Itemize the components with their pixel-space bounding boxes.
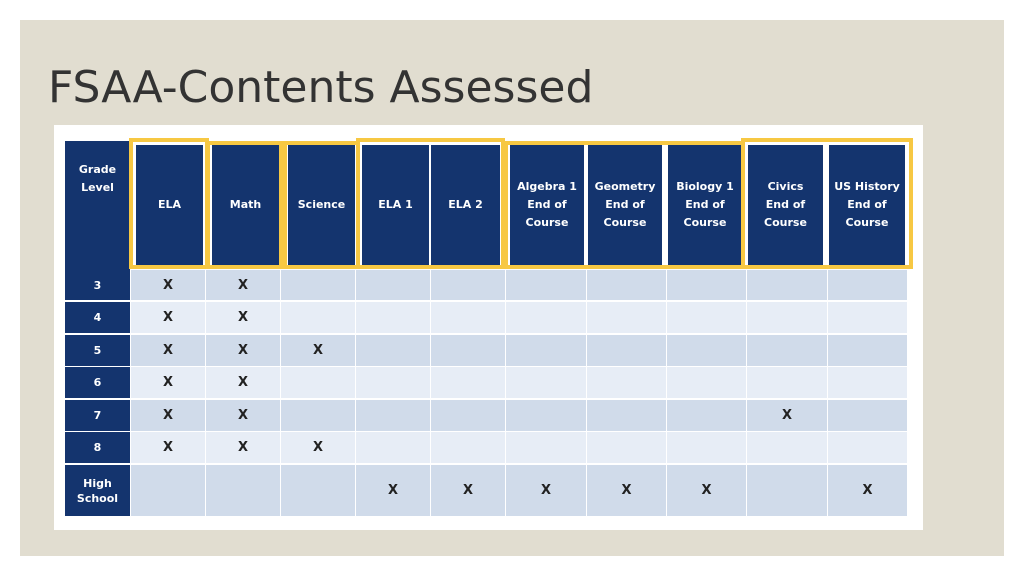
table-cell bbox=[506, 367, 586, 398]
table-cell bbox=[206, 465, 280, 516]
grade-label: 7 bbox=[65, 400, 130, 431]
table-cell bbox=[506, 432, 586, 463]
column-header: ELA bbox=[136, 145, 203, 265]
assessed-mark: X bbox=[206, 335, 280, 366]
table-cell bbox=[667, 270, 746, 300]
slide-title: FSAA-Contents Assessed bbox=[48, 62, 594, 113]
table-cell bbox=[131, 465, 205, 516]
column-header: Civics End of Course bbox=[748, 145, 823, 265]
column-header: Biology 1 End of Course bbox=[668, 145, 742, 265]
table-cell bbox=[281, 367, 355, 398]
assessed-mark: X bbox=[206, 400, 280, 431]
table-cell bbox=[747, 335, 827, 366]
grade-label: 3 bbox=[65, 270, 130, 300]
table-cell bbox=[828, 270, 907, 300]
grade-label: 5 bbox=[65, 335, 130, 366]
table-cell bbox=[747, 432, 827, 463]
assessed-mark: X bbox=[131, 335, 205, 366]
table-cell bbox=[747, 465, 827, 516]
assessed-mark: X bbox=[131, 302, 205, 333]
table-cell bbox=[667, 335, 746, 366]
assessed-mark: X bbox=[506, 465, 586, 516]
column-header: ELA 1 bbox=[362, 145, 429, 265]
assessed-mark: X bbox=[667, 465, 746, 516]
table-cell bbox=[667, 432, 746, 463]
grade-label: High School bbox=[65, 465, 130, 516]
table-cell bbox=[356, 270, 430, 300]
assessed-mark: X bbox=[281, 335, 355, 366]
table-cell bbox=[587, 432, 666, 463]
table-cell bbox=[431, 432, 505, 463]
table-cell bbox=[828, 335, 907, 366]
assessed-mark: X bbox=[206, 432, 280, 463]
table-cell bbox=[747, 270, 827, 300]
assessed-mark: X bbox=[828, 465, 907, 516]
grade-label: 6 bbox=[65, 367, 130, 398]
table-cell bbox=[431, 367, 505, 398]
table-cell bbox=[587, 400, 666, 431]
table-cell bbox=[747, 367, 827, 398]
table-cell bbox=[587, 335, 666, 366]
assessed-mark: X bbox=[131, 367, 205, 398]
assessed-mark: X bbox=[131, 400, 205, 431]
table-cell bbox=[667, 367, 746, 398]
assessed-mark: X bbox=[431, 465, 505, 516]
column-header: Geometry End of Course bbox=[588, 145, 662, 265]
assessed-mark: X bbox=[747, 400, 827, 431]
assessed-mark: X bbox=[131, 270, 205, 300]
table-cell bbox=[667, 302, 746, 333]
table-cell bbox=[356, 335, 430, 366]
table-cell bbox=[828, 432, 907, 463]
assessed-mark: X bbox=[281, 432, 355, 463]
assessed-mark: X bbox=[131, 432, 205, 463]
column-header: Algebra 1 End of Course bbox=[510, 145, 584, 265]
assessed-mark: X bbox=[206, 302, 280, 333]
grade-label: 4 bbox=[65, 302, 130, 333]
table-cell bbox=[828, 400, 907, 431]
table-cell bbox=[431, 270, 505, 300]
table-cell bbox=[506, 302, 586, 333]
column-header: Science bbox=[288, 145, 355, 265]
table-cell bbox=[281, 400, 355, 431]
table-cell bbox=[356, 302, 430, 333]
assessed-mark: X bbox=[206, 367, 280, 398]
table-cell bbox=[747, 302, 827, 333]
table-cell bbox=[281, 465, 355, 516]
table-cell bbox=[506, 270, 586, 300]
table-cell bbox=[828, 367, 907, 398]
table-cell bbox=[506, 400, 586, 431]
table-cell bbox=[506, 335, 586, 366]
table-cell bbox=[431, 400, 505, 431]
table-cell bbox=[431, 335, 505, 366]
column-header: ELA 2 bbox=[431, 145, 500, 265]
assessed-mark: X bbox=[356, 465, 430, 516]
assessed-mark: X bbox=[206, 270, 280, 300]
assessed-mark: X bbox=[587, 465, 666, 516]
column-header: US History End of Course bbox=[829, 145, 905, 265]
table-cell bbox=[587, 367, 666, 398]
table-cell bbox=[281, 302, 355, 333]
table-cell bbox=[587, 270, 666, 300]
table-cell bbox=[431, 302, 505, 333]
table-cell bbox=[356, 400, 430, 431]
grade-level-header: Grade Level bbox=[65, 141, 130, 285]
table-cell bbox=[828, 302, 907, 333]
table-cell bbox=[356, 367, 430, 398]
table-cell bbox=[281, 270, 355, 300]
table-cell bbox=[667, 400, 746, 431]
table-cell bbox=[587, 302, 666, 333]
column-header: Math bbox=[212, 145, 279, 265]
table-cell bbox=[356, 432, 430, 463]
grade-label: 8 bbox=[65, 432, 130, 463]
